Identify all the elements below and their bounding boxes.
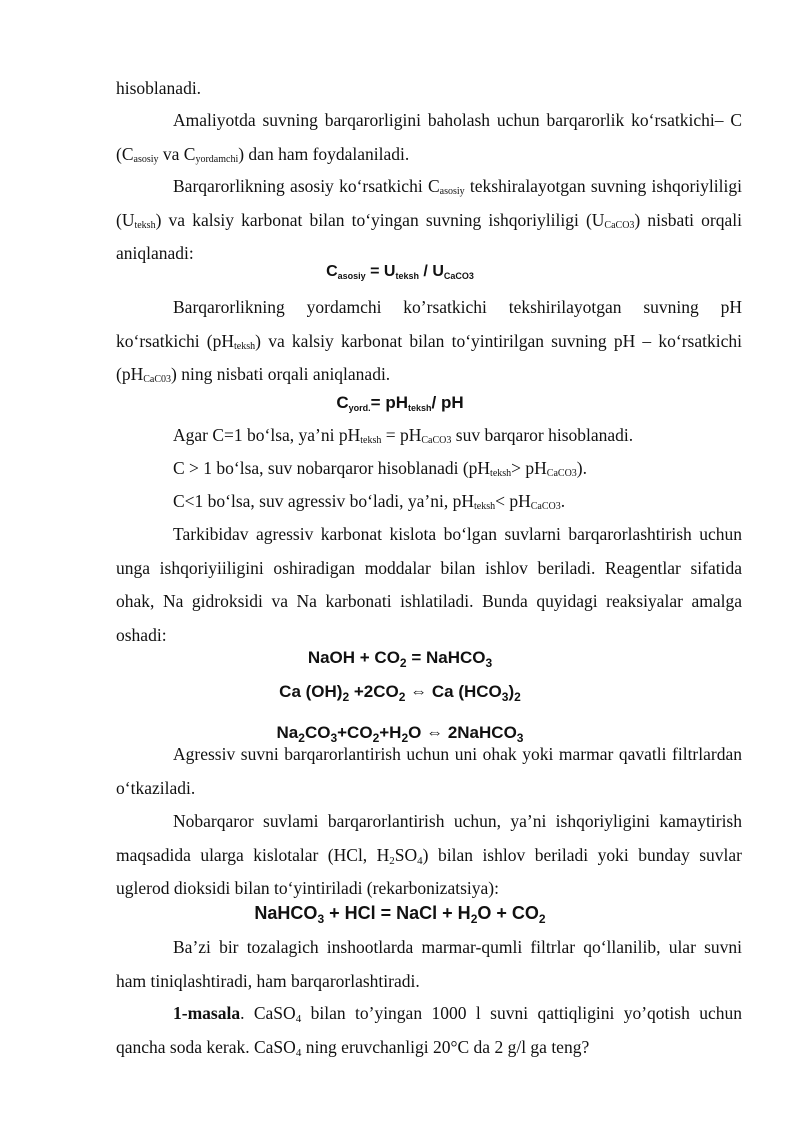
paragraph-marble-filter: Agressiv suvni barqarorlantirish uchun uni ohak yoki marmar qavatli filtrlardan o‘tkaziladi. bbox=[116, 744, 742, 798]
paragraph-c-less-1: C<1 bo‘lsa, suv agressiv bo‘ladi, ya’ni, $pH_{teksh}< pH_{CaCO3}$. bbox=[173, 491, 566, 512]
paragraph-continuation bbox=[116, 72, 201, 106]
paragraph-problem-1: 1-masala. CaSO4 bilan to’yingan 1000 l suvni qattiqligini yo’qotish uchun qancha soda kerak. CaSO4 ning eruvchanligi 20°C da 2 g/l ga teng? bbox=[116, 1003, 743, 1059]
formula-c-aux: Cyord.= pHteksh/ pH bbox=[336, 393, 464, 413]
reaction-naoh: NaOH + $CO_2$ = NaHCO$_3$ bbox=[307, 648, 493, 670]
paragraph-unstable-water: Nobarqaror suvlami barqarorlantirish uchun, ya’ni ishqoriyligini kamaytirish maqsadida ularga kislotalar (HCl, H2SO4) bilan ishlov beriladi yoki bunday suvlar uglerod dioksidi bilan to‘yintiriladi (rekarbonizatsiya): bbox=[116, 811, 742, 898]
paragraph-c-equal-1: Agar C=1 bo‘lsa, ya’ni $pH_{teksh} = pH_{CaCO3}$ suv barqaror hisoblanadi. bbox=[173, 425, 634, 446]
formula-c-main: Casosiy = Uteksh / UCaCO3 bbox=[326, 263, 474, 281]
paragraph-c-greater-1: C > 1 bo‘lsa, suv nobarqaror hisoblanadi $(pH_{teksh}> pH_{CaCO3})$. bbox=[173, 458, 587, 479]
paragraph-sand-filter: Ba’zi bir tozalagich inshootlarda marmar-qumli filtrlar qo‘llanilib, ular suvni ham tiniqlashtiradi, ham barqarorlashtiradi. bbox=[116, 937, 742, 991]
paragraph-stability-index: Amaliyotda suvning barqarorligini baholash uchun barqarorlik ko‘rsatkichi– C ($C_{asosiy}$ va $C_{yordamchi}$) dan ham foydalaniladi. bbox=[116, 110, 742, 165]
reaction-na2co3: $Na_2CO_3+CO_2+H_2O$ ⇔ 2NaHCO$_3$ bbox=[276, 723, 524, 745]
paragraph-main-index: Barqarorlikning asosiy ko‘rsatkichi $C_{asosiy}$ tekshiralayotgan suvning ishqoriyliligi $(U_{teksh})$ va kalsiy karbonat bilan to‘yingan suvning ishqoriyliligi $(U_{CaCO3})$ nisbati orqali aniqlanadi: bbox=[116, 176, 743, 263]
reaction-nahco3-hcl: NaHCO$_3$ + HCl = NaCl + $H_2O + CO_2$ bbox=[254, 903, 546, 926]
problem-label: 1-masala bbox=[173, 1003, 241, 1023]
text: hisoblanadi. bbox=[116, 78, 202, 98]
reaction-caoh: Ca $(OH)_2 +2CO_2$ ⇔ Ca $(HCO_3)_2$ bbox=[279, 682, 521, 704]
paragraph-auxiliary-index: Barqarorlikning yordamchi ko’rsatkichi tekshirilayotgan suvning pH ko‘rsatkichi $(pH_{teksh})$ va kalsiy karbonat bilan to‘yintirilgan suvning pH – ko‘rsatkichi $(pH_{CaC03})$ ning nisbati orqali aniqlanadi. bbox=[116, 297, 742, 385]
paragraph-aggressive-water: Tarkibidav agressiv karbonat kislota bo‘lgan suvlarni barqarorlashtirish uchun unga ishqoriyiiligini oshiradigan moddalar bilan ishlov beriladi. Reagentlar sifatida ohak, Na gidroksidi va Na karbonati ishlatiladi. Bunda quyidagi reaksiyalar amalga oshadi: bbox=[116, 524, 742, 645]
